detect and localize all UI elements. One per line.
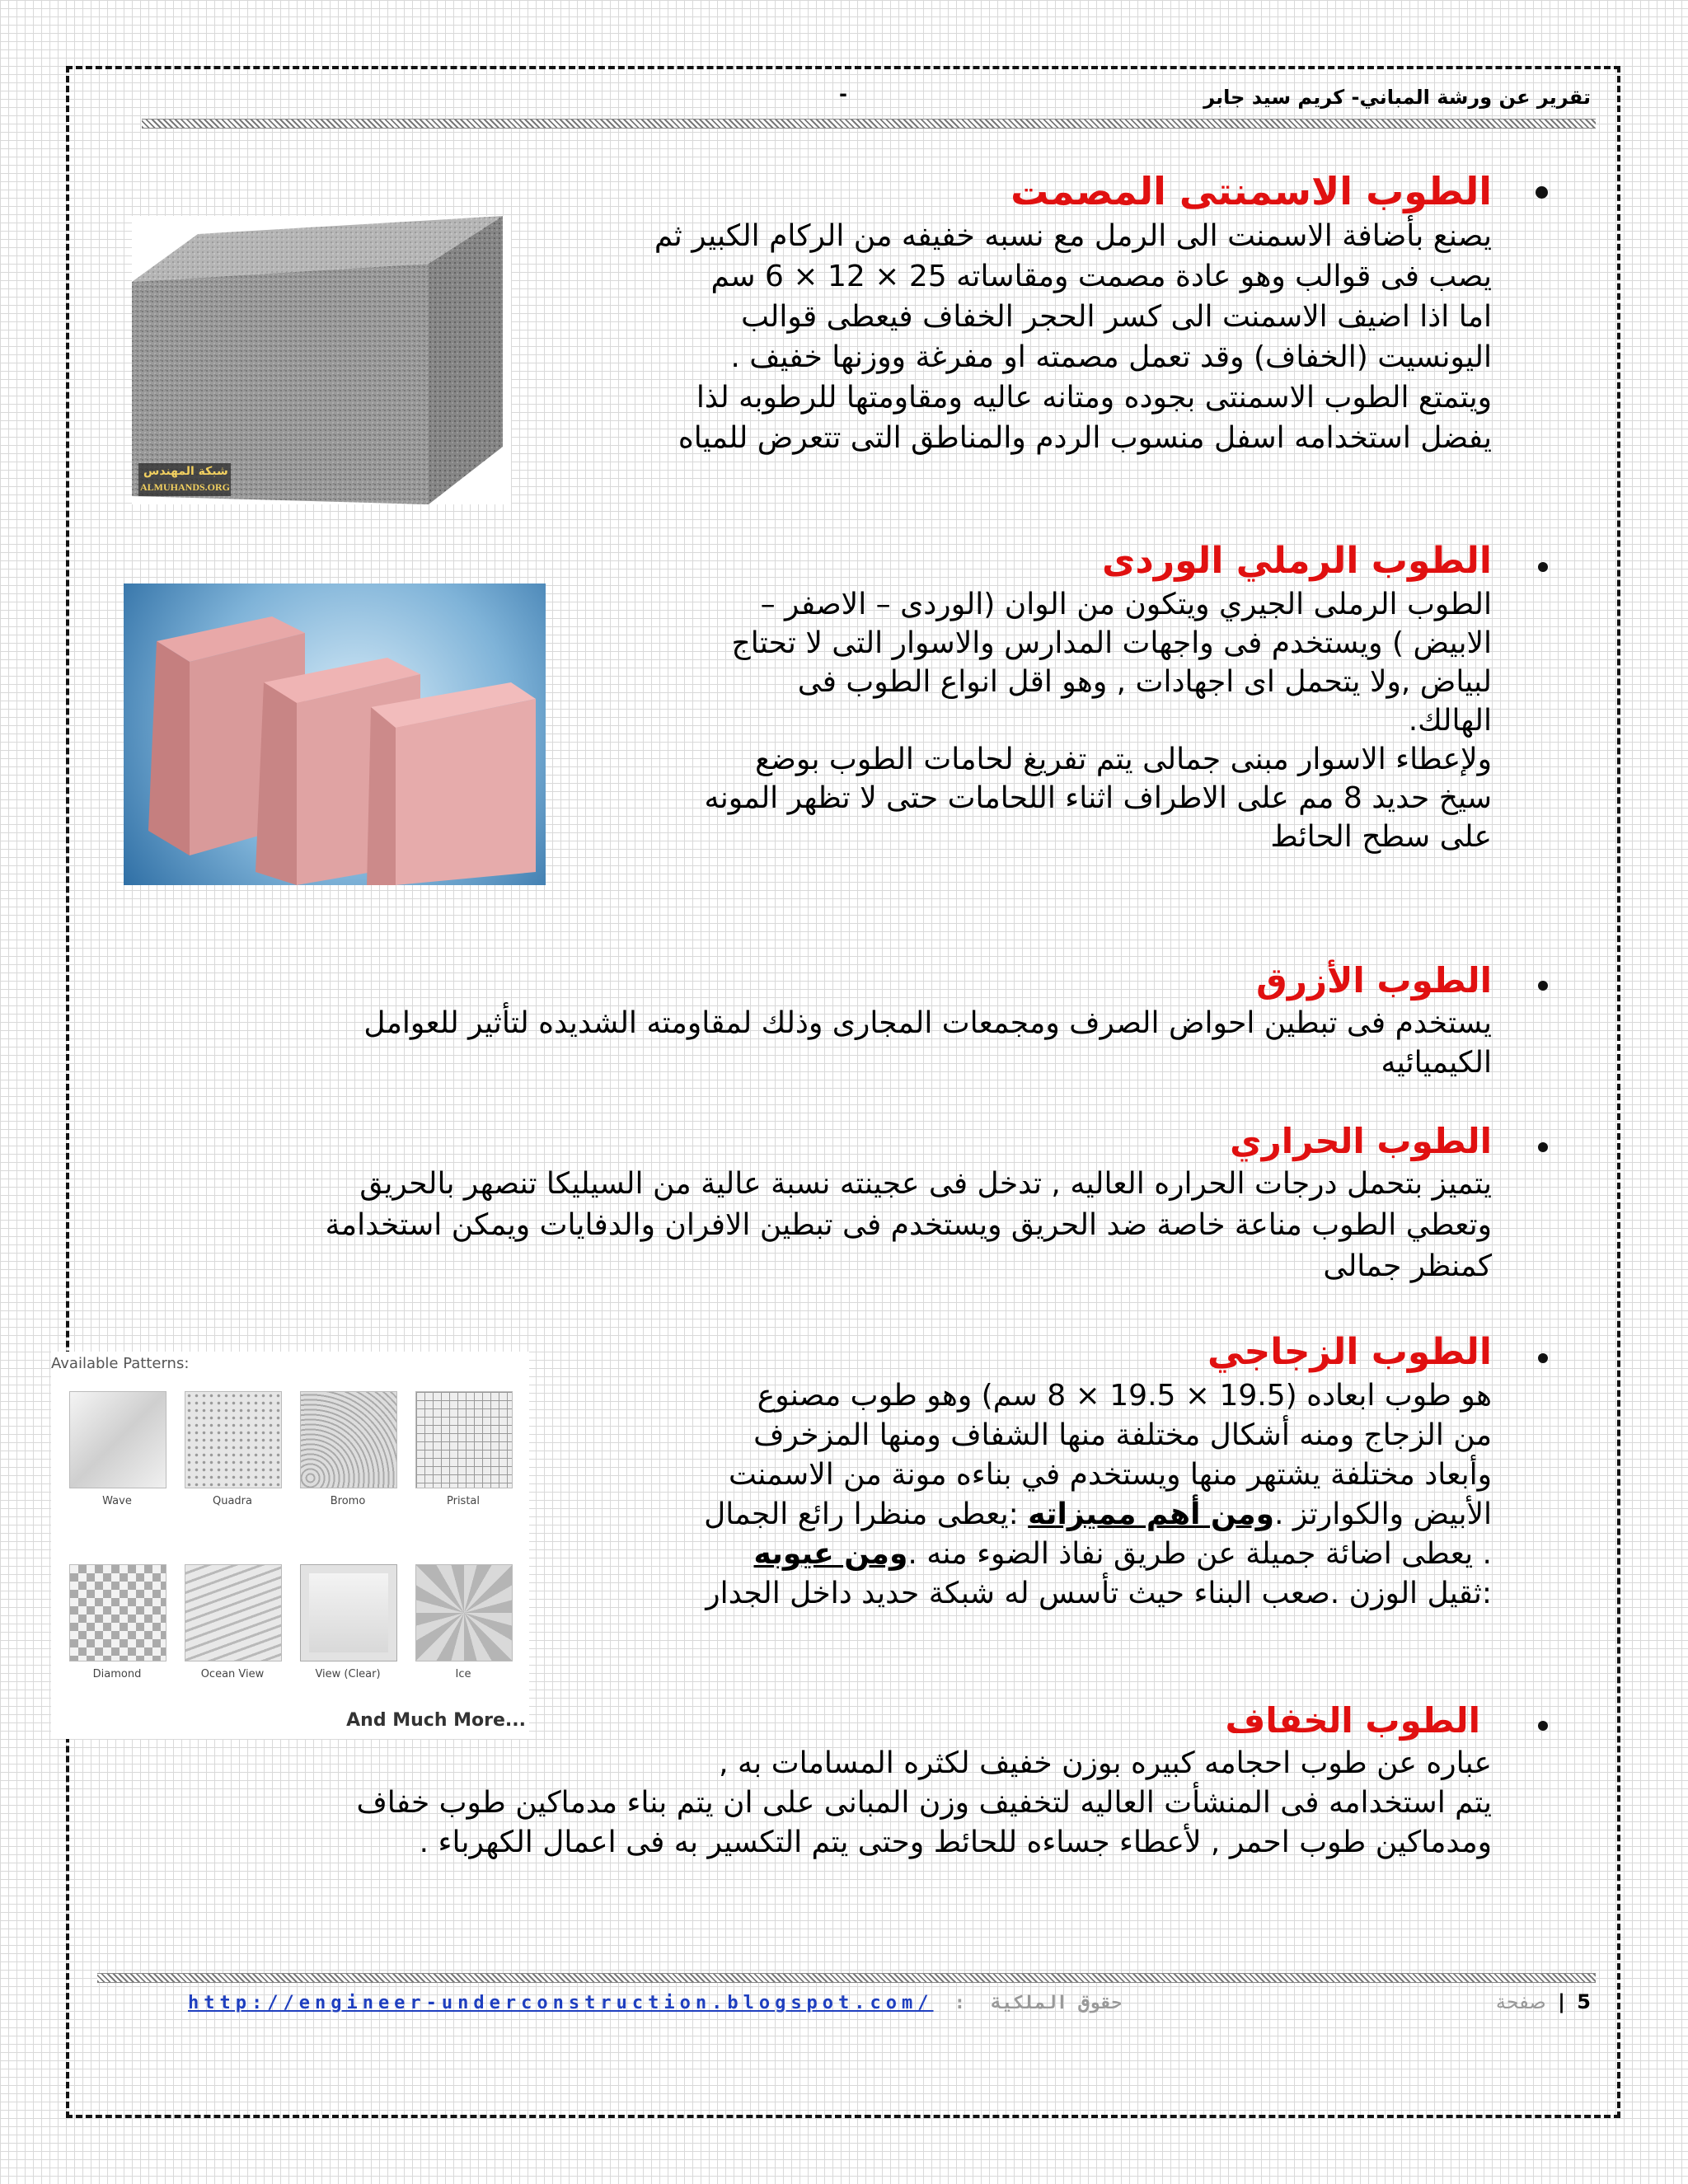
section-blue-brick [190, 958, 1492, 1083]
concrete-block-illustration [132, 216, 511, 504]
text-line: وأبعاد مختلفة يشتهر منها ويستخدم في بناءه مونة من الاسمنت [728, 1458, 1492, 1492]
glass-more-label: And Much More... [346, 1710, 526, 1731]
section-heading [560, 1329, 1492, 1376]
text-line: هو طوب ابعاده (19.5 × 19.5 × 8 سم) وهو طوب مصنوع [757, 1379, 1492, 1413]
glass-patterns-image [51, 1352, 529, 1739]
text-line: من الزجاج ومنه أشكال مختلفة منها الشفاف ومنها المزخرف [753, 1418, 1492, 1452]
text-line: الطوب الرملى الجيري ويتكون من الوان (الوردى – الاصفر – [760, 588, 1492, 621]
pattern-swatch [69, 1391, 166, 1488]
pattern-swatch [415, 1391, 513, 1488]
text-line: اليونسيت (الخفاف) وقد تعمل مصمته او مفرغة ووزنها خفيف . [730, 340, 1492, 374]
bullet-icon [1538, 1353, 1548, 1363]
section-body [544, 216, 1492, 458]
bullet-icon [1536, 186, 1548, 199]
pattern-label: Ocean View [200, 1668, 265, 1680]
pattern-quadra [185, 1391, 280, 1523]
text-line: يتميز بتحمل درجات الحراره العاليه , تدخل فى عجينته نسبة عالية من السيليكا تنصهر بالحريق [359, 1167, 1492, 1201]
footer-divider [97, 1973, 1596, 1983]
text-line: الكيميائيه [1381, 1046, 1492, 1080]
section-glass-brick [560, 1329, 1492, 1614]
text-line: :ثقيل الوزن .صعب البناء حيث تأسس له شبكة حديد داخل الجدار [706, 1577, 1492, 1610]
disadvantages-label: ومن عيوبه [753, 1537, 908, 1571]
text-run: :يعطى منظرا رائع الجمال [704, 1497, 1029, 1531]
heading-text: الطوب الرملي الوردى [1101, 540, 1492, 582]
text-line: كمنظر جمالى [1323, 1249, 1492, 1283]
bullet-icon [1538, 1721, 1548, 1731]
section-heading [544, 537, 1492, 585]
heading-text: الطوب الحراري [1230, 1121, 1492, 1161]
pattern-ice [415, 1564, 511, 1696]
text-line: لبياض ,ولا يتحمل اى اجهادات , وهو اقل انواع الطوب فى [797, 665, 1492, 699]
text-run: الأبيض والكوارتز . [1274, 1497, 1492, 1531]
text-run: . يعطى اضائة جميلة عن طريق نفاذ الضوء منه . [907, 1537, 1492, 1571]
text-line [560, 1495, 1492, 1535]
advantages-label: ومن أهم مميزاته [1028, 1497, 1275, 1531]
pattern-swatch [415, 1564, 513, 1661]
pattern-label: Quadra [212, 1495, 252, 1507]
bullet-icon [1538, 981, 1548, 991]
heading-text: الطوب الخفاف [1225, 1700, 1480, 1741]
pattern-ocean-view [185, 1564, 280, 1696]
section-body [544, 585, 1492, 856]
pattern-label: Wave [102, 1495, 132, 1507]
pattern-swatch [69, 1564, 166, 1661]
watermark-ar: شبكة المهندس [143, 465, 228, 478]
section-body [190, 1004, 1492, 1083]
pattern-bromo [300, 1391, 396, 1523]
bullet-icon [1538, 1142, 1548, 1152]
text-line: الهالك. [1408, 704, 1492, 738]
pattern-swatch [185, 1564, 282, 1661]
text-line: على سطح الحائط [1270, 820, 1492, 854]
text-line: يصب فى قوالب وهو عادة مصمت ومقاساته 25 × 12 × 6 سم [710, 260, 1492, 293]
section-cement-brick [544, 166, 1492, 458]
header-divider [142, 119, 1596, 129]
section-lightweight-brick [132, 1698, 1492, 1863]
glass-patterns-title: Available Patterns: [51, 1355, 190, 1372]
bullet-icon [1538, 562, 1548, 572]
copyright-label: حقوق الملكية [991, 1993, 1123, 2013]
text-line: يستخدم فى تبطين احواض الصرف ومجمعات المجارى وذلك لمقاومته الشديده لتأثير للعوامل [363, 1006, 1492, 1040]
section-heading [544, 166, 1492, 216]
text-line: عباره عن طوب احجامه كبيره بوزن خفيف لكثره المسامات به , [719, 1746, 1492, 1780]
text-line: سيخ حديد 8 مم على الاطراف اثناء اللحامات حتى لا تظهر المونه [704, 781, 1492, 815]
section-heading [190, 958, 1492, 1004]
pattern-label: Bromo [330, 1495, 366, 1507]
section-body [132, 1744, 1492, 1863]
page-label: صفحة [1495, 1990, 1546, 2013]
footer-line [188, 1993, 1122, 2013]
text-line: ومدماكين طوب احمر , لأعطاء جساءه للحائط وحتى يتم التكسير به فى اعمال الكهرباء . [419, 1825, 1492, 1859]
watermark-en: ALMUHANDS.ORG [140, 481, 231, 493]
pattern-view-clear [300, 1564, 396, 1696]
footer-separator: : [954, 1993, 971, 2013]
section-heading [148, 1119, 1492, 1164]
page-number-block [1488, 1990, 1591, 2013]
pattern-swatch [185, 1391, 282, 1488]
section-refractory-brick [148, 1119, 1492, 1287]
text-line: يتم استخدامه فى المنشأت العاليه لتخفيف وزن المبانى على ان يتم بناء مدماكين طوب خفاف [356, 1786, 1492, 1820]
heading-text: الطوب الأزرق [1256, 960, 1492, 1001]
section-sandlime-brick [544, 537, 1492, 856]
text-line: ولإعطاء الاسوار مبنى جمالى يتم تفريغ لحامات الطوب بوضع [755, 743, 1492, 776]
text-line: ويتمتع الطوب الاسمنتى بجوده ومتانه عاليه ومقاومتها للرطوبه لذا [696, 381, 1492, 415]
pattern-label: Ice [455, 1668, 471, 1680]
header-dash: - [839, 82, 847, 105]
text-line: وتعطي الطوب مناعة خاصة ضد الحريق ويستخدم فى تبطين الافران والدفايات ويمكن استخدامة [325, 1208, 1492, 1242]
pattern-pristal [415, 1391, 511, 1523]
text-line: يصنع بأضافة الاسمنت الى الرمل مع نسبه خفيفه من الركام الكبير ثم [654, 219, 1492, 253]
page-separator: | [1558, 1990, 1565, 2013]
pattern-diamond [69, 1564, 165, 1696]
pink-bricks-image [124, 583, 546, 885]
header-title: تقرير عن ورشة المباني- كريم سيد جابر [1203, 86, 1591, 109]
pattern-swatch [300, 1564, 397, 1661]
text-line: اما اذا اضيف الاسمنت الى كسر الحجر الخفاف فيعطى قوالب [741, 300, 1492, 334]
pattern-swatch [300, 1391, 397, 1488]
section-heading [132, 1698, 1492, 1744]
text-line: الابيض ) ويستخدم فى واجهات المدارس والاسوار التى لا تحتاج [731, 626, 1492, 660]
heading-text: الطوب الاسمنتى المصمت [1010, 169, 1492, 213]
glass-grid [69, 1391, 514, 1704]
concrete-block-image [132, 216, 511, 504]
heading-text: الطوب الزجاجي [1207, 1331, 1492, 1373]
section-body [148, 1164, 1492, 1287]
pattern-label: Pristal [446, 1495, 480, 1507]
section-body [560, 1376, 1492, 1614]
pattern-label: View (Clear) [315, 1668, 381, 1680]
pattern-wave [69, 1391, 165, 1523]
blog-link[interactable]: http://engineer-underconstruction.blogspot.com/ [188, 1993, 934, 2013]
pattern-label: Diamond [92, 1668, 142, 1680]
pink-bricks-illustration [124, 583, 546, 885]
text-line [560, 1535, 1492, 1574]
page-number: 5 [1577, 1990, 1591, 2013]
text-line: يفضل استخدامه اسفل منسوب الردم والمناطق التى تتعرض للمياه [678, 421, 1492, 455]
